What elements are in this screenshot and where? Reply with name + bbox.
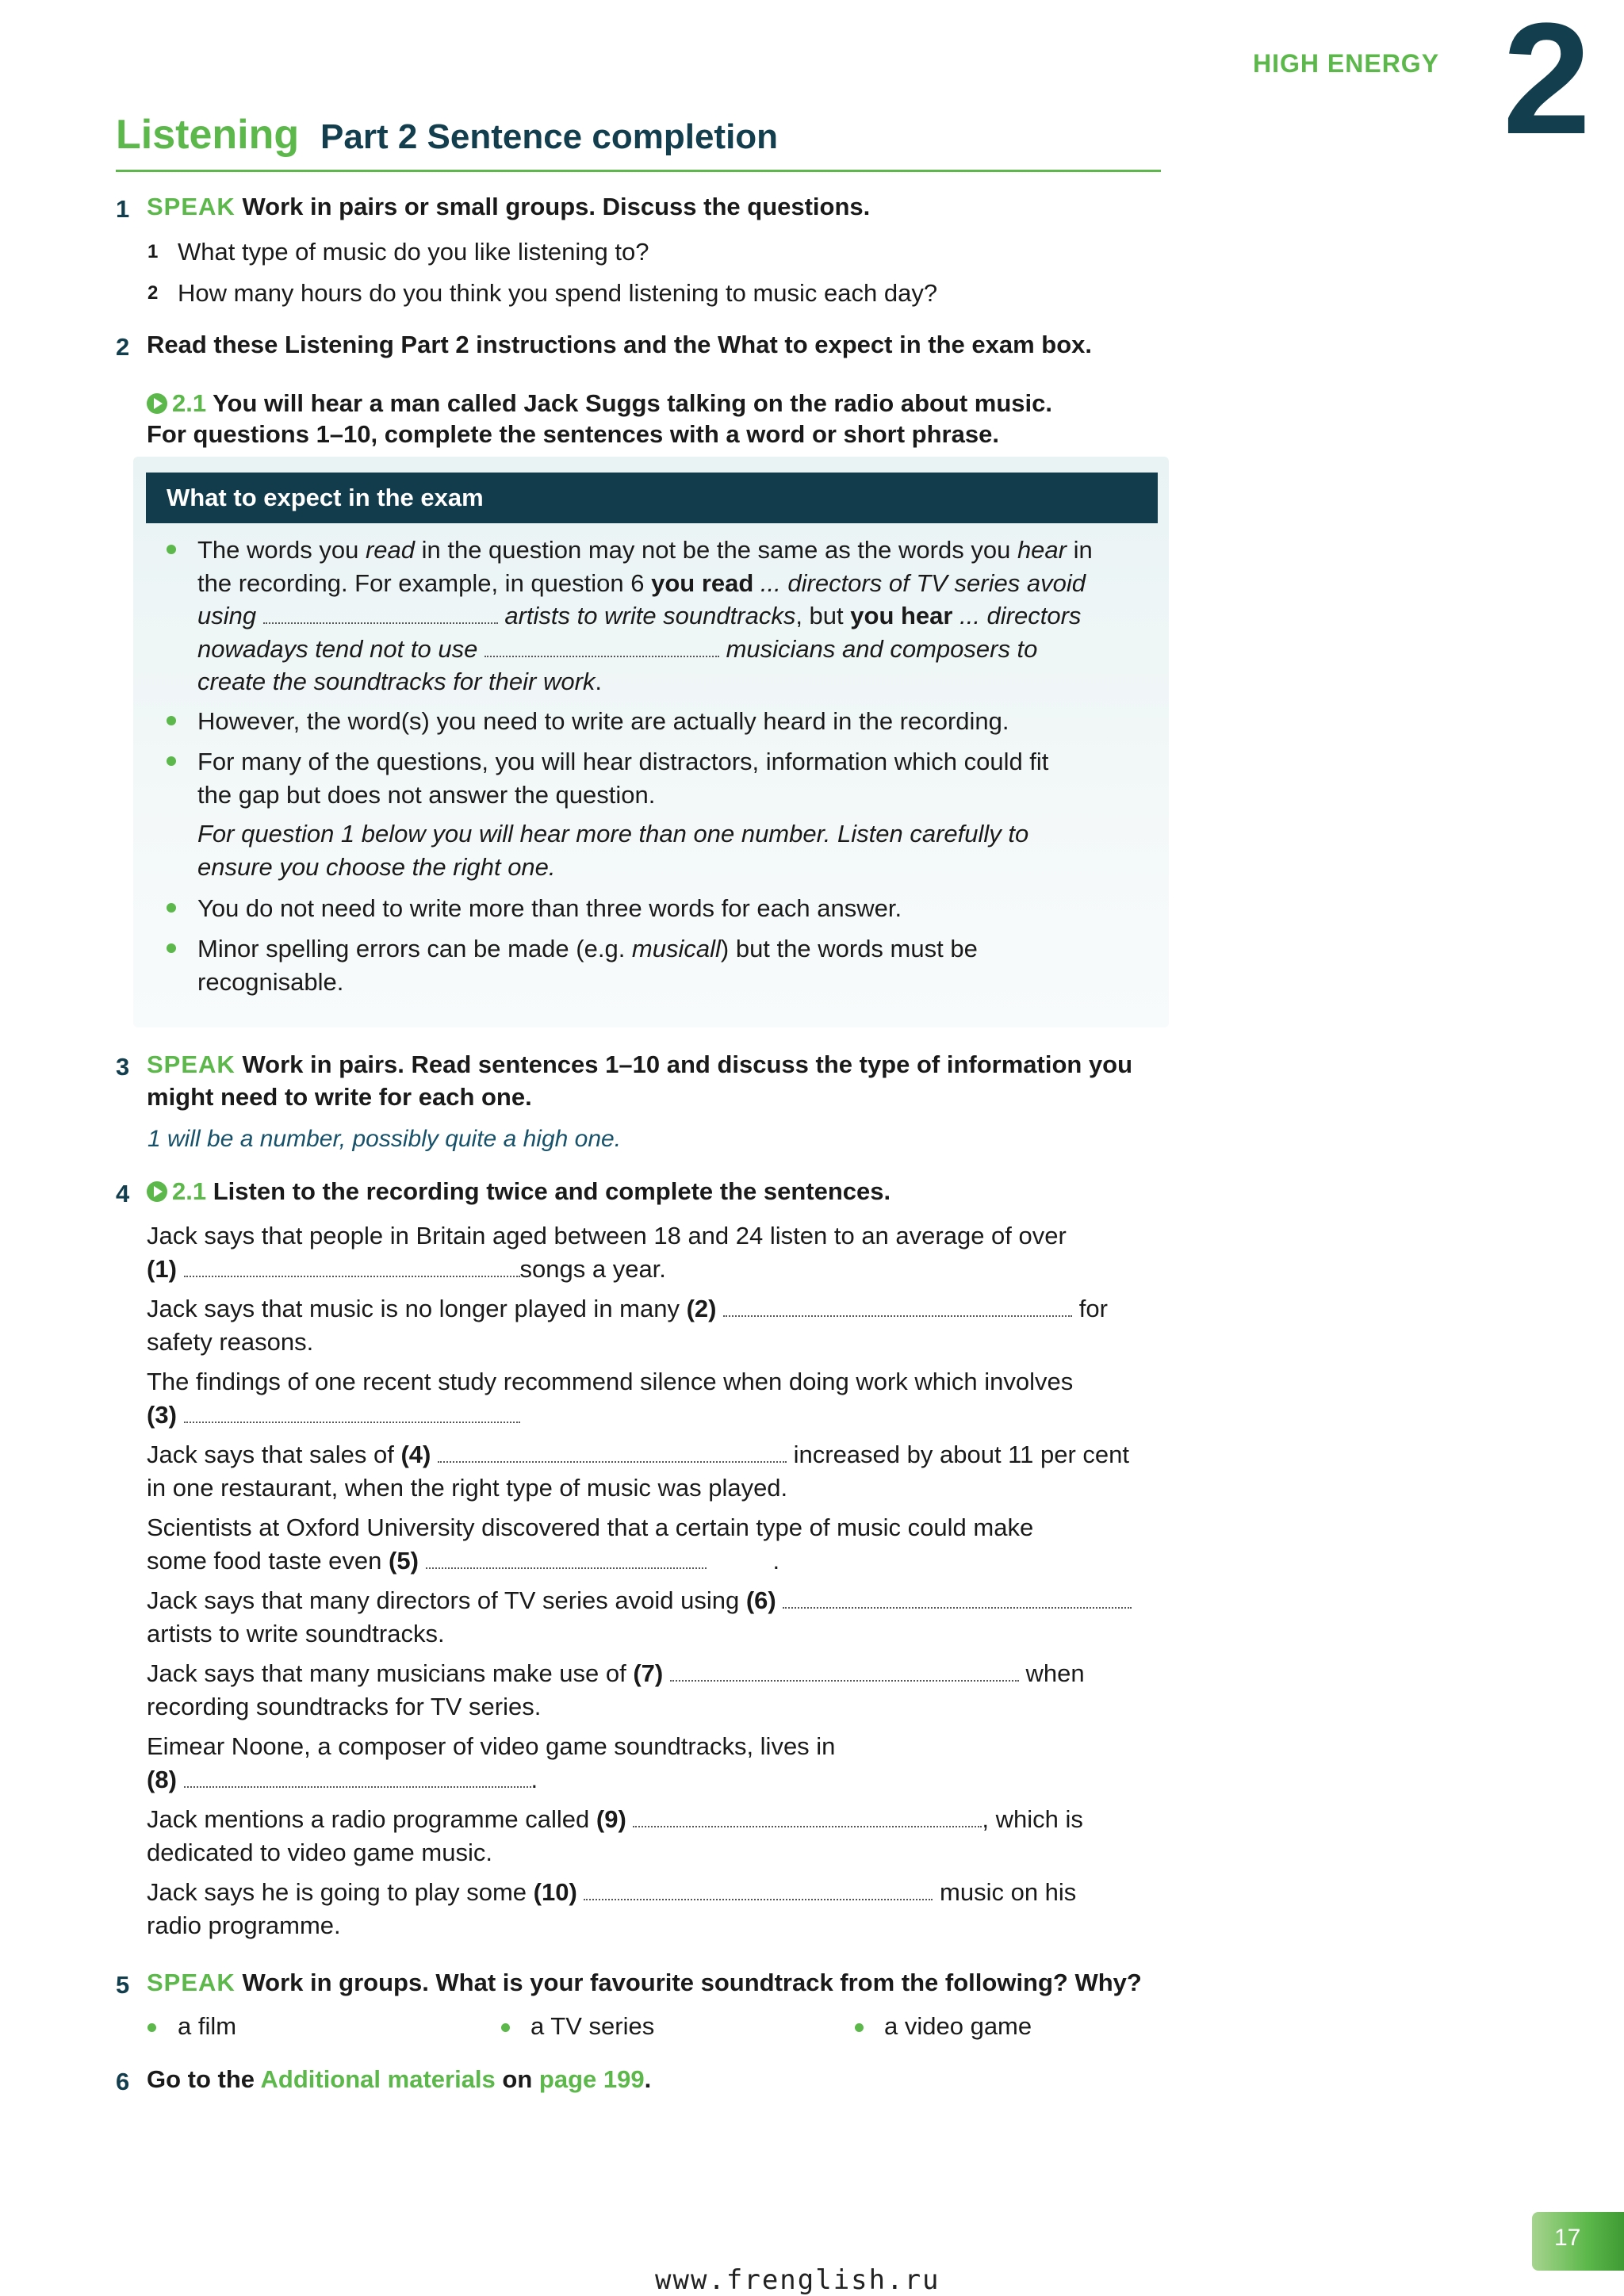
page-subtitle: Part 2 Sentence completion — [320, 117, 779, 156]
option-tv-series: a TV series — [530, 2012, 655, 2040]
answer-gap[interactable] — [184, 1399, 520, 1423]
bullet — [855, 2023, 864, 2032]
answer-gap — [263, 600, 498, 624]
additional-materials-link[interactable]: Additional materials — [260, 2065, 496, 2093]
option-film: a film — [178, 2012, 237, 2040]
answer-gap[interactable] — [723, 1293, 1072, 1317]
exercise-number: 5 — [116, 1971, 130, 1999]
sentence-4: Jack says that sales of (4) increased by about 11 per cent in one restaurant, when the right type of music was played. — [147, 1441, 1129, 1502]
sentence-9: Jack mentions a radio programme called (9) , which is dedicated to video game music. — [147, 1805, 1083, 1866]
exercise-number: 4 — [116, 1180, 130, 1207]
exam-tip-3: For many of the questions, you will hear distractors, information which could fit the gap but does not answer the question. — [197, 748, 1049, 809]
bullet — [501, 2023, 510, 2032]
title-divider — [116, 170, 1161, 172]
sentence-10: Jack says he is going to play some (10) music on his radio programme. — [147, 1878, 1077, 1939]
answer-gap[interactable] — [633, 1804, 982, 1827]
exercise-3-instruction: SPEAK Work in pairs. Read sentences 1–10 and discuss the type of information you might need to write for each one. — [147, 1050, 1133, 1111]
bullet — [167, 756, 176, 766]
bullet — [167, 545, 176, 554]
play-audio-icon[interactable] — [147, 393, 167, 414]
exercise-number: 1 — [116, 195, 130, 223]
answer-gap[interactable] — [670, 1658, 1019, 1682]
exam-tip-2: However, the word(s) you need to write are actually heard in the recording. — [197, 707, 1009, 735]
instruction-text: Work in pairs or small groups. Discuss the questions. — [242, 193, 871, 220]
sentence-3: The findings of one recent study recommend silence when doing work which involves (3) — [147, 1368, 1074, 1429]
exam-tip-4: You do not need to write more than three words for each answer. — [197, 894, 902, 922]
answer-gap — [485, 633, 719, 657]
sentence-2: Jack says that music is no longer played in many (2) for safety reasons. — [147, 1295, 1108, 1356]
answer-gap[interactable] — [426, 1545, 707, 1569]
exercise-number: 3 — [116, 1053, 130, 1081]
bullet — [167, 943, 176, 953]
speak-label: SPEAK — [147, 1969, 236, 1996]
exercise-6-instruction: Go to the Additional materials on page 199. — [147, 2065, 652, 2093]
sentence-1: Jack says that people in Britain aged between 18 and 24 listen to an average of over (1) songs a year. — [147, 1222, 1067, 1283]
play-audio-icon[interactable] — [147, 1181, 167, 1202]
page-199-link[interactable]: page 199 — [538, 2065, 645, 2093]
bullet — [167, 716, 176, 725]
sentence-7: Jack says that many musicians make use of (7) when recording soundtracks for TV series. — [147, 1659, 1085, 1720]
sentence-6: Jack says that many directors of TV series avoid using (6) artists to write soundtracks. — [147, 1584, 1162, 1650]
question-text: What type of music do you like listening to? — [178, 238, 649, 266]
section-label: HIGH ENERGY — [1253, 49, 1440, 78]
answer-gap[interactable] — [783, 1585, 1132, 1609]
unit-number: 2 — [1503, 0, 1591, 167]
listening-instructions — [147, 387, 1052, 419]
question-number: 2 — [147, 282, 159, 304]
example-answer: 1 will be a number, possibly quite a high one. — [147, 1126, 622, 1152]
exam-tips-title: What to expect in the exam — [167, 484, 484, 511]
exercise-number: 6 — [116, 2068, 130, 2095]
sentence-8: Eimear Noone, a composer of video game soundtracks, lives in (8) . — [147, 1732, 836, 1793]
exercise-5-instruction: SPEAK Work in groups. What is your favourite soundtrack from the following? Why? — [147, 1969, 1142, 1996]
bullet — [147, 2023, 156, 2032]
exercise-2-instruction: Read these Listening Part 2 instructions and the What to expect in the exam box. — [147, 331, 1093, 358]
exercise-1-instruction — [147, 190, 870, 223]
exercise-4-instruction: 2.1 Listen to the recording twice and complete the sentences. — [147, 1175, 891, 1207]
exam-tip-1: The words you read in the question may not be the same as the words you hear in the recording. For example, in question 6 you read ... directors of TV series avoid using artists to write soundtracks, but you hear ... directors nowadays tend not to use musicians and composers to create the soundtracks for their work. — [197, 536, 1093, 695]
instruction-line-2: For questions 1–10, complete the sentences with a word or short phrase. — [147, 420, 999, 448]
sentence-5: Scientists at Oxford University discovered that a certain type of music could make some food taste even (5) . — [147, 1513, 1034, 1575]
speak-label: SPEAK — [147, 1050, 236, 1078]
exam-tip-5: Minor spelling errors can be made (e.g. musicall) but the words must be recognisable. — [197, 935, 978, 996]
question-text: How many hours do you think you spend listening to music each day? — [178, 279, 938, 307]
speak-label: SPEAK — [147, 193, 236, 220]
exam-tip-3-note: For question 1 below you will hear more than one number. Listen carefully to ensure you choose the right one. — [197, 820, 1029, 881]
answer-gap[interactable] — [184, 1764, 531, 1788]
answer-gap[interactable] — [184, 1253, 520, 1277]
track-number: 2.1 — [172, 1177, 207, 1205]
page-title: Listening — [116, 112, 300, 158]
exercise-number: 2 — [116, 333, 130, 361]
answer-gap[interactable] — [584, 1877, 933, 1900]
question-number: 1 — [147, 241, 159, 262]
page-number: 17 — [1554, 2225, 1581, 2251]
track-number: 2.1 — [172, 389, 207, 417]
instruction-line-1: You will hear a man called Jack Suggs talking on the radio about music. — [213, 389, 1053, 417]
footer-url: www.frenglish.ru — [655, 2264, 940, 2296]
answer-gap[interactable] — [438, 1439, 787, 1463]
bullet — [167, 903, 176, 913]
option-video-game: a video game — [884, 2012, 1032, 2040]
